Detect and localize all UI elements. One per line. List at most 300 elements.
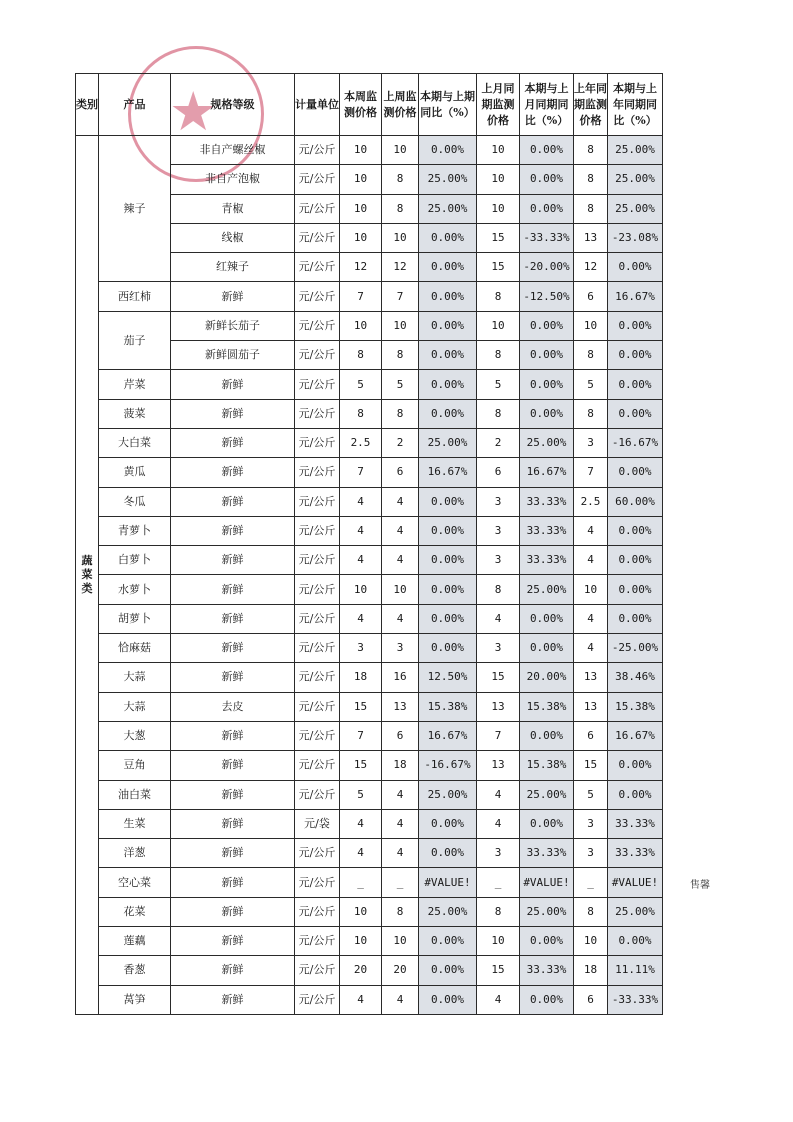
header-last-week: 上周监测价格 [382,74,419,136]
last-month-cell: 8 [477,575,520,604]
product-cell: 大蒜 [99,692,171,721]
yoy-cell: 0.00% [608,516,663,545]
wow-cell: 0.00% [419,282,477,311]
this-week-cell: 10 [340,223,382,252]
product-cell: 大白菜 [99,428,171,457]
spec-cell: 新鲜 [171,839,295,868]
wow-cell: 0.00% [419,253,477,282]
last-month-cell: 3 [477,634,520,663]
this-week-cell: 12 [340,253,382,282]
last-week-cell: 4 [382,780,419,809]
spec-cell: 去皮 [171,692,295,721]
unit-cell: 元/公斤 [295,956,340,985]
this-week-cell: 4 [340,516,382,545]
last-year-cell: 10 [574,927,608,956]
product-cell: 青萝卜 [99,516,171,545]
product-cell: 香葱 [99,956,171,985]
spec-cell: 新鲜 [171,516,295,545]
last-week-cell: 10 [382,311,419,340]
last-year-cell: 4 [574,516,608,545]
last-year-cell: 3 [574,428,608,457]
mom-cell: 0.00% [520,136,574,165]
mom-cell: 33.33% [520,956,574,985]
this-week-cell: 20 [340,956,382,985]
spec-cell: 新鲜 [171,487,295,516]
wow-cell: 0.00% [419,927,477,956]
table-row [76,136,663,165]
yoy-cell: 25.00% [608,136,663,165]
last-year-cell: 4 [574,546,608,575]
yoy-cell: 25.00% [608,897,663,926]
last-month-cell: 5 [477,370,520,399]
last-month-cell: 8 [477,897,520,926]
wow-cell: 25.00% [419,428,477,457]
wow-cell: -16.67% [419,751,477,780]
product-cell: 芹菜 [99,370,171,399]
mom-cell: 25.00% [520,897,574,926]
yoy-cell: 0.00% [608,311,663,340]
table-row [76,927,663,956]
spec-cell: 非自产螺丝椒 [171,136,295,165]
last-week-cell: 4 [382,487,419,516]
header-last-month: 上月同期监测价格 [477,74,520,136]
mom-cell: 33.33% [520,516,574,545]
this-week-cell: 4 [340,604,382,633]
this-week-cell: 10 [340,927,382,956]
unit-cell: 元/公斤 [295,516,340,545]
yoy-cell: 25.00% [608,165,663,194]
last-year-cell: _ [574,868,608,897]
last-month-cell: 3 [477,839,520,868]
product-cell: 油白菜 [99,780,171,809]
last-month-cell: 13 [477,692,520,721]
product-cell: 茄子 [99,311,171,370]
last-week-cell: 7 [382,282,419,311]
last-year-cell: 7 [574,458,608,487]
last-year-cell: 8 [574,897,608,926]
last-year-cell: 6 [574,282,608,311]
mom-cell: #VALUE! [520,868,574,897]
this-week-cell: 15 [340,751,382,780]
spec-cell: 新鲜 [171,897,295,926]
last-year-cell: 13 [574,692,608,721]
last-week-cell: 20 [382,956,419,985]
header-category: 类别 [76,74,99,136]
star-icon: ★ [169,80,218,143]
yoy-cell: 60.00% [608,487,663,516]
header-unit: 计量单位 [295,74,340,136]
product-cell: 恰麻菇 [99,634,171,663]
mom-cell: -20.00% [520,253,574,282]
unit-cell: 元/公斤 [295,663,340,692]
product-cell: 大蒜 [99,663,171,692]
last-year-cell: 4 [574,634,608,663]
last-month-cell: 7 [477,721,520,750]
this-week-cell: 3 [340,634,382,663]
last-year-cell: 2.5 [574,487,608,516]
last-year-cell: 5 [574,780,608,809]
this-week-cell: 8 [340,399,382,428]
unit-cell: 元/公斤 [295,487,340,516]
wow-cell: 25.00% [419,194,477,223]
yoy-cell: 0.00% [608,253,663,282]
mom-cell: 0.00% [520,165,574,194]
last-week-cell: 16 [382,663,419,692]
yoy-cell: 0.00% [608,399,663,428]
table-body [76,136,663,1015]
mom-cell: 0.00% [520,194,574,223]
wow-cell: 0.00% [419,370,477,399]
this-week-cell: 4 [340,809,382,838]
last-week-cell: 4 [382,604,419,633]
unit-cell: 元/公斤 [295,839,340,868]
product-cell: 空心菜 [99,868,171,897]
last-year-cell: 3 [574,839,608,868]
mom-cell: -33.33% [520,223,574,252]
unit-cell: 元/袋 [295,809,340,838]
mom-cell: 0.00% [520,311,574,340]
yoy-cell: 16.67% [608,721,663,750]
this-week-cell: 5 [340,780,382,809]
table-row [76,721,663,750]
this-week-cell: 10 [340,311,382,340]
this-week-cell: 10 [340,136,382,165]
product-cell: 水萝卜 [99,575,171,604]
last-year-cell: 10 [574,575,608,604]
product-cell: 菠菜 [99,399,171,428]
this-week-cell: 7 [340,721,382,750]
wow-cell: 0.00% [419,604,477,633]
last-week-cell: 8 [382,194,419,223]
this-week-cell: 4 [340,546,382,575]
yoy-cell: 0.00% [608,341,663,370]
last-week-cell: 4 [382,839,419,868]
table-row [76,897,663,926]
unit-cell: 元/公斤 [295,194,340,223]
product-cell: 莴笋 [99,985,171,1014]
table-row [76,370,663,399]
last-year-cell: 13 [574,663,608,692]
unit-cell: 元/公斤 [295,458,340,487]
this-week-cell: _ [340,868,382,897]
unit-cell: 元/公斤 [295,604,340,633]
spec-cell: 新鲜 [171,956,295,985]
product-cell: 大葱 [99,721,171,750]
table-row [76,868,663,897]
yoy-cell: 0.00% [608,927,663,956]
product-cell: 生菜 [99,809,171,838]
last-year-cell: 12 [574,253,608,282]
header-spec: 规格等级 [171,74,295,136]
table-row [76,634,663,663]
mom-cell: 25.00% [520,780,574,809]
table-row [76,809,663,838]
yoy-cell: 25.00% [608,194,663,223]
last-week-cell: 4 [382,546,419,575]
last-week-cell: 4 [382,516,419,545]
spec-cell: 青椒 [171,194,295,223]
table-row [76,399,663,428]
last-month-cell: _ [477,868,520,897]
header-mom: 本期与上月同期同比（%） [520,74,574,136]
table-row [76,839,663,868]
wow-cell: 15.38% [419,692,477,721]
yoy-cell: 0.00% [608,458,663,487]
last-week-cell: 6 [382,721,419,750]
wow-cell: 0.00% [419,136,477,165]
wow-cell: 25.00% [419,780,477,809]
header-row [76,74,663,136]
yoy-cell: 33.33% [608,809,663,838]
table-row [76,487,663,516]
unit-cell: 元/公斤 [295,985,340,1014]
header-last-year: 上年同期监测价格 [574,74,608,136]
product-cell: 洋葱 [99,839,171,868]
table-row [76,663,663,692]
product-cell: 黄瓜 [99,458,171,487]
wow-cell: 25.00% [419,897,477,926]
yoy-cell: 0.00% [608,751,663,780]
product-cell: 花菜 [99,897,171,926]
this-week-cell: 10 [340,575,382,604]
this-week-cell: 8 [340,341,382,370]
yoy-cell: 11.11% [608,956,663,985]
yoy-cell: 0.00% [608,370,663,399]
product-cell: 莲藕 [99,927,171,956]
mom-cell: 33.33% [520,839,574,868]
mom-cell: 0.00% [520,634,574,663]
last-month-cell: 10 [477,927,520,956]
last-year-cell: 15 [574,751,608,780]
product-cell: 冬瓜 [99,487,171,516]
last-week-cell: _ [382,868,419,897]
mom-cell: 33.33% [520,487,574,516]
wow-cell: 0.00% [419,809,477,838]
last-year-cell: 8 [574,341,608,370]
last-year-cell: 13 [574,223,608,252]
spec-cell: 新鲜 [171,575,295,604]
unit-cell: 元/公斤 [295,282,340,311]
yoy-cell: 0.00% [608,780,663,809]
spec-cell: 新鲜 [171,927,295,956]
wow-cell: 0.00% [419,956,477,985]
yoy-cell: 0.00% [608,575,663,604]
wow-cell: 0.00% [419,311,477,340]
spec-cell: 新鲜 [171,282,295,311]
spec-cell: 新鲜 [171,868,295,897]
last-week-cell: 10 [382,136,419,165]
mom-cell: 20.00% [520,663,574,692]
last-week-cell: 6 [382,458,419,487]
yoy-cell: -23.08% [608,223,663,252]
spec-cell: 新鲜 [171,751,295,780]
yoy-cell: #VALUE! [608,868,663,897]
table-row [76,604,663,633]
side-note: 售馨 [690,880,710,891]
spec-cell: 新鲜 [171,370,295,399]
unit-cell: 元/公斤 [295,897,340,926]
last-month-cell: 10 [477,165,520,194]
last-week-cell: 10 [382,575,419,604]
mom-cell: 0.00% [520,370,574,399]
spec-cell: 新鲜 [171,399,295,428]
last-week-cell: 8 [382,165,419,194]
wow-cell: 0.00% [419,399,477,428]
product-cell: 豆角 [99,751,171,780]
table-row [76,692,663,721]
mom-cell: 0.00% [520,604,574,633]
unit-cell: 元/公斤 [295,780,340,809]
last-week-cell: 13 [382,692,419,721]
table-row [76,282,663,311]
yoy-cell: 15.38% [608,692,663,721]
unit-cell: 元/公斤 [295,868,340,897]
yoy-cell: 0.00% [608,604,663,633]
table-row [76,956,663,985]
mom-cell: 25.00% [520,575,574,604]
this-week-cell: 7 [340,458,382,487]
this-week-cell: 4 [340,985,382,1014]
spec-cell: 新鲜 [171,985,295,1014]
this-week-cell: 5 [340,370,382,399]
spec-cell: 红辣子 [171,253,295,282]
price-monitoring-table [75,73,663,1015]
unit-cell: 元/公斤 [295,575,340,604]
unit-cell: 元/公斤 [295,546,340,575]
product-cell: 辣子 [99,136,171,282]
spec-cell: 新鲜 [171,809,295,838]
last-month-cell: 15 [477,663,520,692]
last-week-cell: 3 [382,634,419,663]
spec-cell: 新鲜圆茄子 [171,341,295,370]
mom-cell: 0.00% [520,985,574,1014]
last-month-cell: 15 [477,223,520,252]
unit-cell: 元/公斤 [295,428,340,457]
unit-cell: 元/公斤 [295,692,340,721]
this-week-cell: 10 [340,194,382,223]
yoy-cell: 0.00% [608,546,663,575]
unit-cell: 元/公斤 [295,370,340,399]
header-wow: 本期与上期同比（%） [419,74,477,136]
yoy-cell: -16.67% [608,428,663,457]
header-product: 产品 [99,74,171,136]
last-week-cell: 4 [382,809,419,838]
last-month-cell: 6 [477,458,520,487]
unit-cell: 元/公斤 [295,721,340,750]
spec-cell: 新鲜 [171,634,295,663]
unit-cell: 元/公斤 [295,253,340,282]
wow-cell: 0.00% [419,487,477,516]
wow-cell: 0.00% [419,516,477,545]
last-month-cell: 4 [477,780,520,809]
wow-cell: 16.67% [419,721,477,750]
wow-cell: 25.00% [419,165,477,194]
last-week-cell: 18 [382,751,419,780]
last-week-cell: 8 [382,399,419,428]
mom-cell: 0.00% [520,341,574,370]
spec-cell: 线椒 [171,223,295,252]
table-row [76,985,663,1014]
unit-cell: 元/公斤 [295,751,340,780]
yoy-cell: -33.33% [608,985,663,1014]
last-week-cell: 8 [382,897,419,926]
spec-cell: 新鲜长茄子 [171,311,295,340]
last-week-cell: 12 [382,253,419,282]
category-cell: 蔬 菜 类 [76,136,99,1015]
yoy-cell: 16.67% [608,282,663,311]
spec-cell: 新鲜 [171,721,295,750]
mom-cell: 0.00% [520,927,574,956]
table-row [76,546,663,575]
last-month-cell: 8 [477,341,520,370]
header-this-week: 本周监测价格 [340,74,382,136]
this-week-cell: 10 [340,897,382,926]
last-year-cell: 4 [574,604,608,633]
mom-cell: 25.00% [520,428,574,457]
last-week-cell: 8 [382,341,419,370]
last-month-cell: 8 [477,282,520,311]
table-row [76,516,663,545]
last-month-cell: 3 [477,516,520,545]
last-month-cell: 3 [477,487,520,516]
wow-cell: 0.00% [419,985,477,1014]
wow-cell: 0.00% [419,839,477,868]
header-yoy: 本期与上年同期同比（%） [608,74,663,136]
last-month-cell: 4 [477,985,520,1014]
last-month-cell: 13 [477,751,520,780]
last-year-cell: 5 [574,370,608,399]
spec-cell: 新鲜 [171,458,295,487]
wow-cell: 0.00% [419,341,477,370]
last-year-cell: 18 [574,956,608,985]
last-year-cell: 10 [574,311,608,340]
mom-cell: 0.00% [520,721,574,750]
last-month-cell: 10 [477,311,520,340]
last-month-cell: 4 [477,809,520,838]
this-week-cell: 4 [340,839,382,868]
last-month-cell: 3 [477,546,520,575]
unit-cell: 元/公斤 [295,634,340,663]
last-month-cell: 8 [477,399,520,428]
mom-cell: 15.38% [520,751,574,780]
spec-cell: 新鲜 [171,663,295,692]
wow-cell: 0.00% [419,634,477,663]
last-year-cell: 8 [574,136,608,165]
yoy-cell: 38.46% [608,663,663,692]
wow-cell: 0.00% [419,546,477,575]
table-row [76,428,663,457]
spec-cell: 新鲜 [171,604,295,633]
last-month-cell: 10 [477,136,520,165]
last-month-cell: 10 [477,194,520,223]
wow-cell: 0.00% [419,575,477,604]
table-row [76,458,663,487]
wow-cell: 12.50% [419,663,477,692]
last-year-cell: 3 [574,809,608,838]
spec-cell: 新鲜 [171,780,295,809]
unit-cell: 元/公斤 [295,927,340,956]
product-cell: 胡萝卜 [99,604,171,633]
last-week-cell: 10 [382,223,419,252]
unit-cell: 元/公斤 [295,223,340,252]
mom-cell: 16.67% [520,458,574,487]
this-week-cell: 10 [340,165,382,194]
wow-cell: 16.67% [419,458,477,487]
this-week-cell: 4 [340,487,382,516]
product-cell: 白萝卜 [99,546,171,575]
unit-cell: 元/公斤 [295,341,340,370]
last-week-cell: 2 [382,428,419,457]
